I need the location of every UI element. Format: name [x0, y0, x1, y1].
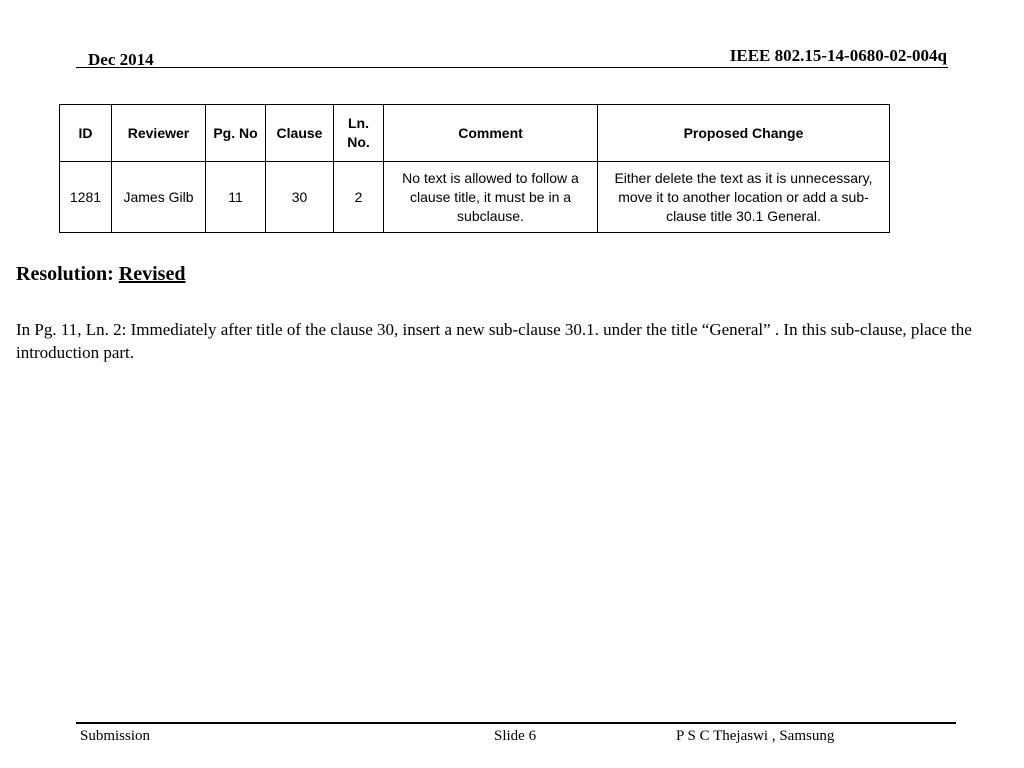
header-divider [76, 67, 948, 68]
column-header-proposed-change: Proposed Change [598, 105, 890, 162]
column-header-id: ID [60, 105, 112, 162]
header-date: Dec 2014 [88, 50, 154, 69]
header-document-id: IEEE 802.15-14-0680-02-004q [729, 46, 947, 65]
column-header-comment: Comment [384, 105, 598, 162]
footer-slide-number: Slide 6 [494, 728, 537, 744]
footer-divider [76, 722, 956, 724]
cell-id: 1281 [60, 162, 112, 233]
resolution-line [16, 263, 185, 286]
footer-author: P S C Thejaswi , Samsung [676, 728, 835, 744]
column-header-clause: Clause [266, 105, 334, 162]
cell-comment: No text is allowed to follow a clause title, it must be in a subclause. [384, 162, 598, 233]
footer-submission: Submission [80, 728, 151, 744]
cell-proposed-change: Either delete the text as it is unnecessary, move it to another location or add a sub-clause title 30.1 General. [598, 162, 890, 233]
resolution-description: In Pg. 11, Ln. 2: Immediately after title of the clause 30, insert a new sub-clause 30.1. under the title “General” . In this sub-clause, place the introduction part. [16, 320, 972, 362]
resolution-value: Revised [118, 263, 186, 285]
cell-reviewer: James Gilb [112, 162, 206, 233]
comment-table [59, 104, 890, 233]
column-header-reviewer: Reviewer [112, 105, 206, 162]
column-header-line: Ln. No. [334, 105, 384, 162]
cell-line: 2 [334, 162, 384, 233]
table-row [60, 162, 890, 233]
cell-page: 11 [206, 162, 266, 233]
column-header-page: Pg. No [206, 105, 266, 162]
cell-clause: 30 [266, 162, 334, 233]
table-header-row [60, 105, 890, 162]
resolution-label: Resolution: [16, 263, 114, 285]
